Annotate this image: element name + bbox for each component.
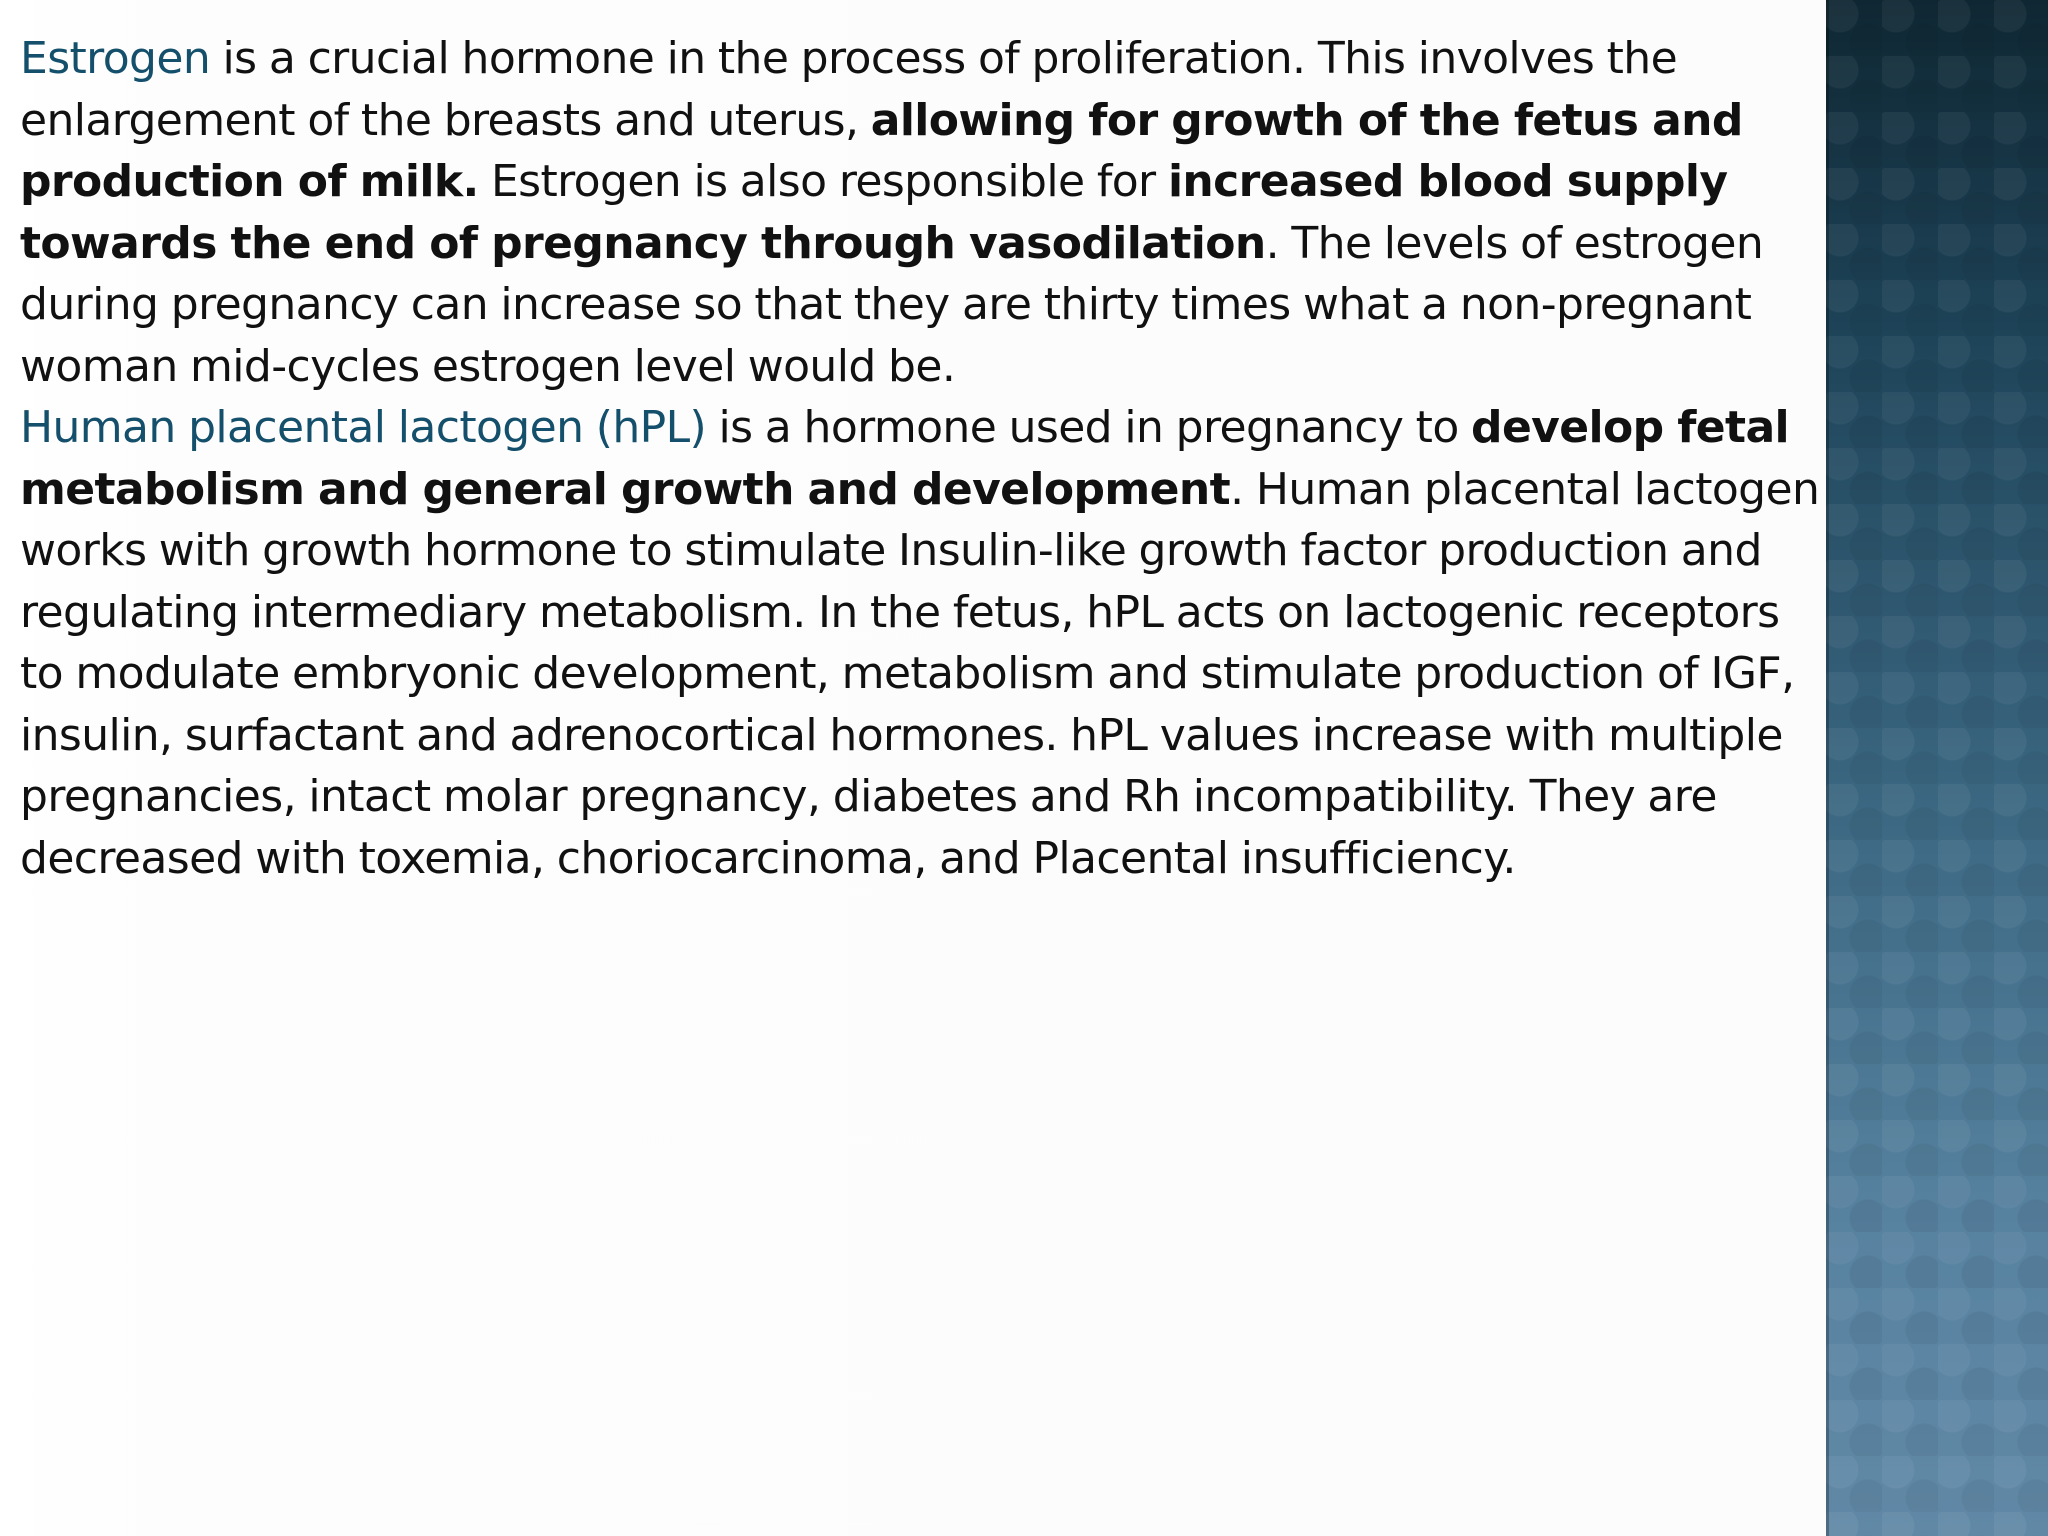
band-texture: [1826, 0, 2048, 1536]
text-segment: is a crucial hormone in the process of proliferation. This involves the enlargement of the breasts and uterus,: [20, 33, 1678, 146]
slide-body: [20, 28, 1820, 889]
text-segment: Estrogen is also responsible for: [478, 156, 1168, 207]
hpl-paragraph: [20, 397, 1820, 889]
text-segment: is a hormone used in pregnancy to: [706, 402, 1472, 453]
estrogen-paragraph: [20, 28, 1820, 397]
band-edge: [1826, 0, 1829, 1536]
text-segment: . The levels of estrogen during pregnancy can increase so that they are thirty times what a non-pregnant woman mid-cycles estrogen level would be.: [20, 217, 1764, 392]
bold-segment: allowing for growth of the fetus and production of milk.: [20, 94, 1743, 207]
decorative-side-band: [1826, 0, 2048, 1536]
text-segment: . Human placental lactogen works with growth hormone to stimulate Insulin-like growth factor production and regulating intermediary metabolism. In the fetus, hPL acts on lactogenic receptors to modulate embryonic development, metabolism and stimulate production of IGF, insulin, surfactant and adrenocortical hormones. hPL values increase with multiple pregnancies, intact molar pregnancy, diabetes and Rh incompatibility. They are decreased with toxemia, choriocarcinoma, and Placental insufficiency.: [20, 463, 1820, 884]
term-hpl: Human placental lactogen (hPL): [20, 402, 707, 453]
bold-segment: develop fetal metabolism and general growth and development: [20, 402, 1790, 515]
bold-segment: increased blood supply towards the end of pregnancy through vasodilation: [20, 156, 1728, 269]
term-estrogen: Estrogen: [20, 33, 211, 84]
